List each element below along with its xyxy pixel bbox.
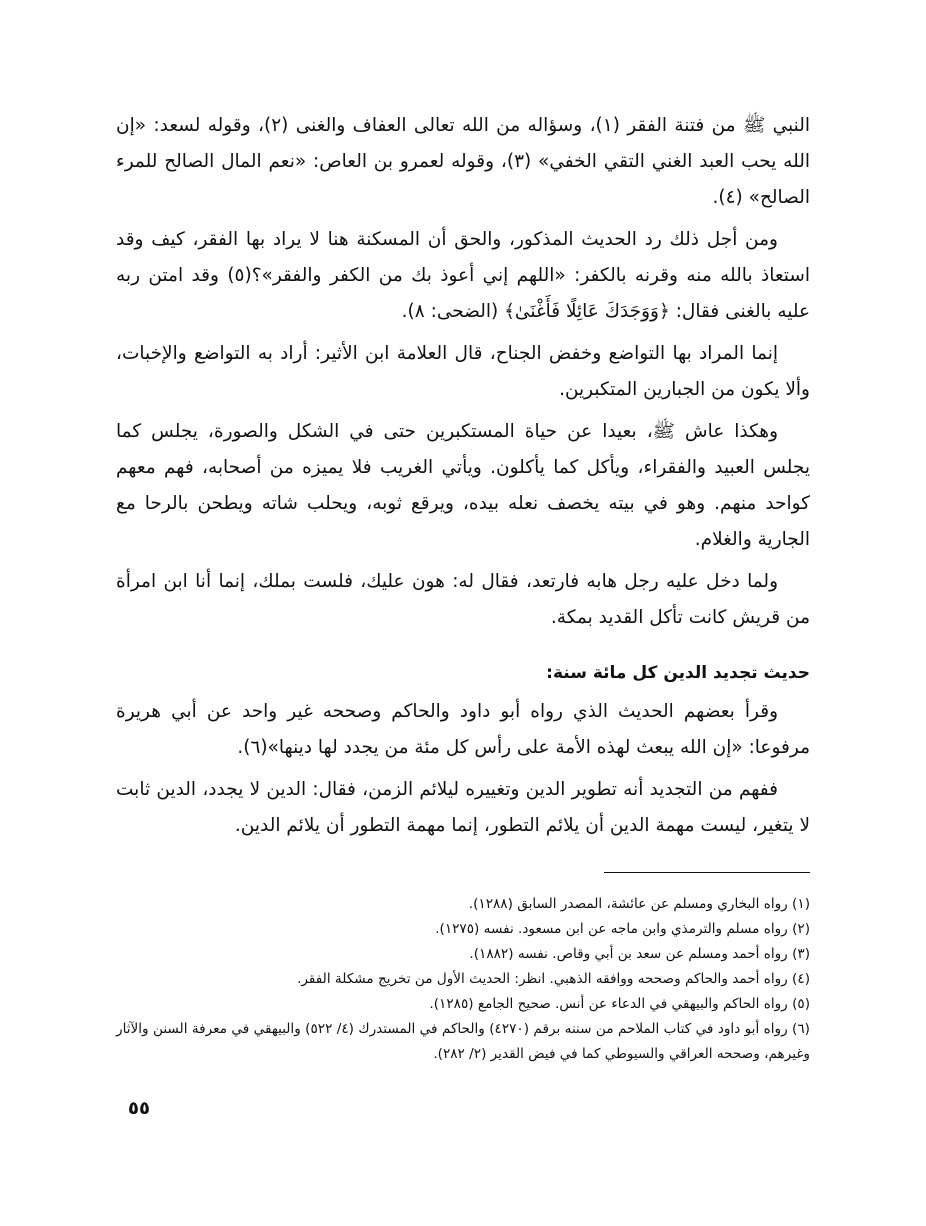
paragraph: وقرأ بعضهم الحديث الذي رواه أبو داود والحاكم وصححه غير واحد عن أبي هريرة مرفوعا: «إن الله يبعث لهذه الأمة على رأس كل مئة من يجدد لها دينها»(٦). xyxy=(116,701,810,758)
footnote: (٤) رواه أحمد والحاكم وصححه ووافقه الذهبي. انظر: الحديث الأول من تخريج مشكلة الفقر. xyxy=(297,971,810,987)
paragraph: ولما دخل عليه رجل هابه فارتعد، فقال له: هون عليك، فلست بملك، إنما أنا ابن امرأة من قريش كانت تأكل القديد بمكة. xyxy=(116,571,810,628)
footnote: (٥) رواه الحاكم والبيهقي في الدعاء عن أنس. صحيح الجامع (١٢٨٥). xyxy=(429,996,810,1012)
footnote: (٣) رواه أحمد ومسلم عن سعد بن أبي وقاص. نفسه (١٨٨٢). xyxy=(469,946,810,962)
paragraph: ومن أجل ذلك رد الحديث المذكور، والحق أن المسكنة هنا لا يراد بها الفقر، كيف وقد استعاذ بالله منه وقرنه بالكفر: «اللهم إني أعوذ بك من الكفر والفقر»؟(٥) وقد امتن ربه عليه بالغنى فقال: ﴿وَوَجَدَكَ عَائِلًا فَأَغْنَىٰ﴾ (الضحى: ٨). xyxy=(116,229,810,322)
footnote: (٦) رواه أبو داود في كتاب الملاحم من سننه برقم (٤٢٧٠) والحاكم في المستدرك (٤/ ٥٢٢) والبيهقي في معرفة السنن والآثار وغيرهم، وصححه العراقي والسيوطي كما في فيض القدير (٢/ ٢٨٢). xyxy=(116,1021,810,1062)
paragraph: ففهم من التجديد أنه تطوير الدين وتغييره ليلائم الزمن، فقال: الدين لا يجدد، الدين ثابت لا يتغير، ليست مهمة الدين أن يلائم التطور، إنما مهمة التطور أن يلائم الدين. xyxy=(116,779,810,836)
footnotes-list xyxy=(116,892,810,1067)
footnote: (١) رواه البخاري ومسلم عن عائشة، المصدر السابق (١٢٨٨). xyxy=(468,896,810,912)
paragraph: إنما المراد بها التواضع وخفض الجناح، قال العلامة ابن الأثير: أراد به التواضع والإخبات، وألا يكون من الجبارين المتكبرين. xyxy=(116,343,810,400)
section-heading: حديث تجديد الدين كل مائة سنة: xyxy=(546,663,810,683)
footnote: (٢) رواه مسلم والترمذي وابن ماجه عن ابن مسعود. نفسه (١٢٧٥). xyxy=(435,921,810,937)
footnote-divider xyxy=(604,872,810,873)
main-text xyxy=(116,108,810,844)
paragraph: وهكذا عاش ﷺ، بعيدا عن حياة المستكبرين حتى في الشكل والصورة، يجلس كما يجلس العبيد والفقراء، ويأكل كما يأكلون. ويأتي الغريب فلا يميزه من أصحابه، فهم معهم كواحد منهم. وهو في بيته يخصف نعله بيده، ويرقع ثوبه، ويحلب شاته ويطحن بالرحا مع الجارية والغلام. xyxy=(116,421,810,550)
paragraph: النبي ﷺ من فتنة الفقر (١)، وسؤاله من الله تعالى العفاف والغنى (٢)، وقوله لسعد: «إن الله يحب العبد الغني التقي الخفي» (٣)، وقوله لعمرو بن العاص: «نعم المال الصالح للمرء الصالح» (٤). xyxy=(116,115,811,208)
page-number: ٥٥ xyxy=(128,1098,150,1119)
